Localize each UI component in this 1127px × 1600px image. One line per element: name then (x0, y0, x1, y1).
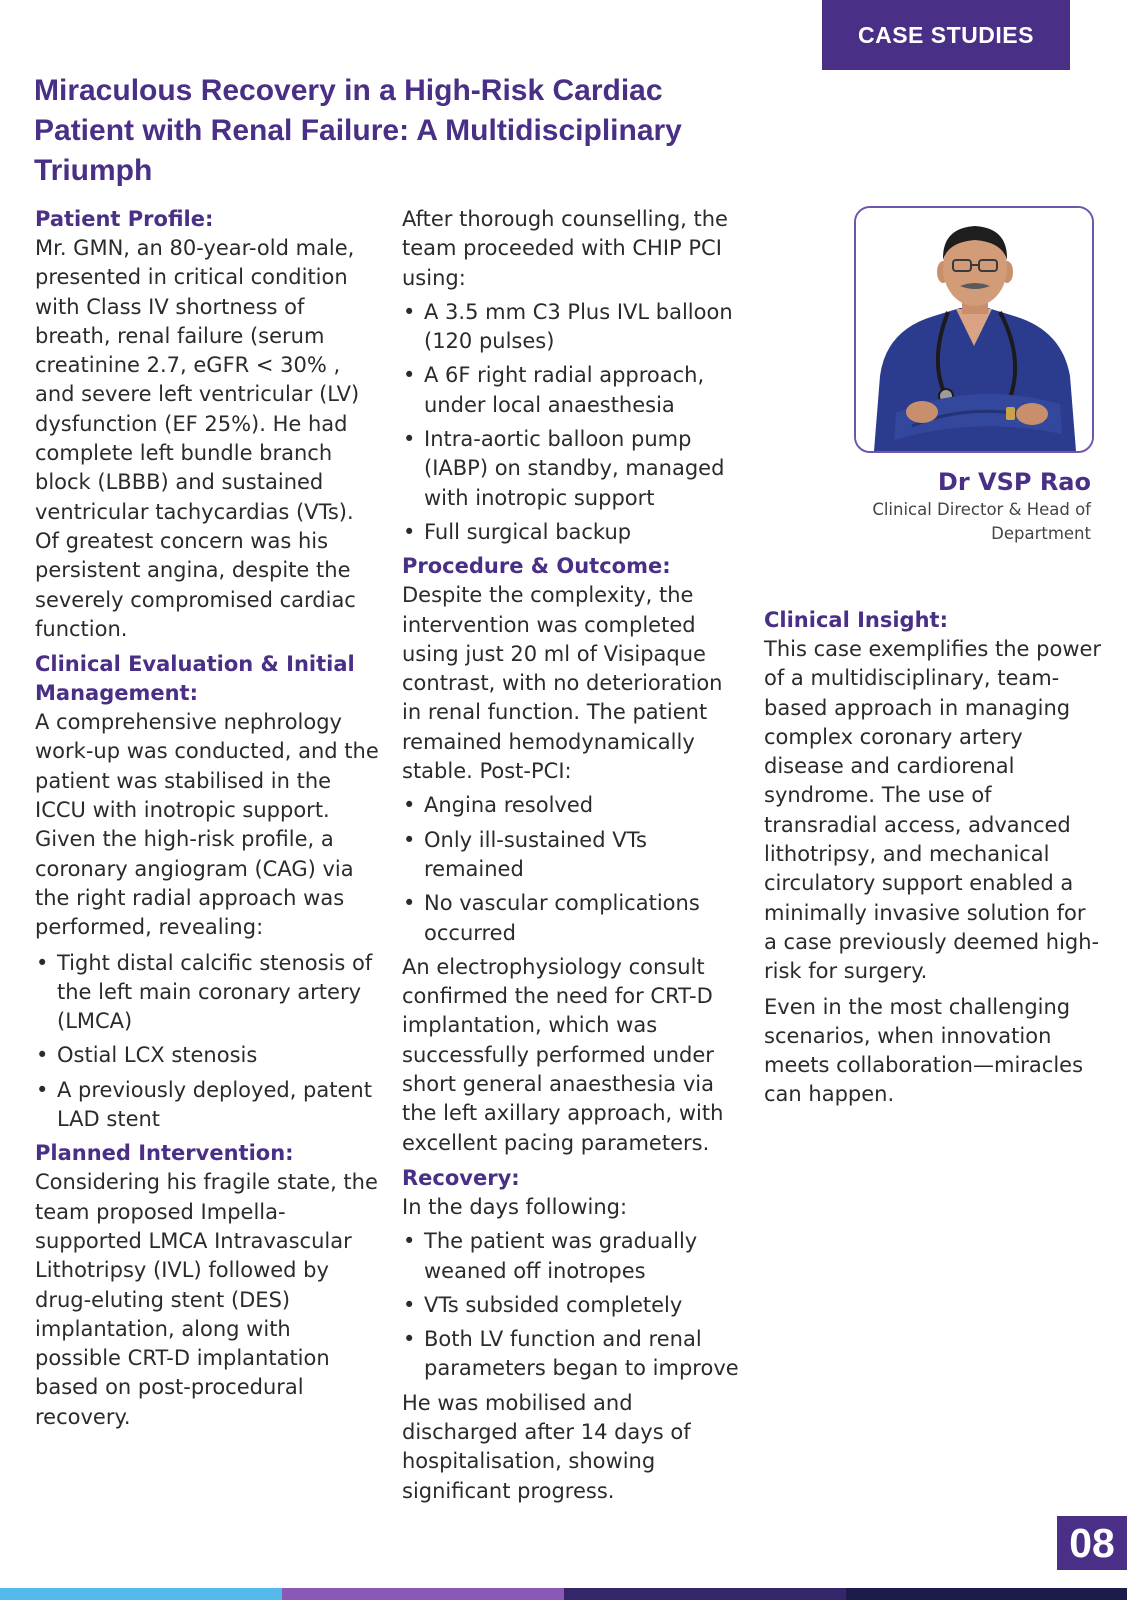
discharge-text: He was mobilised and discharged after 14 days of hospitalisation, showing significant progress. (402, 1390, 691, 1503)
footer-bar-violet (282, 1588, 564, 1600)
procedure-outcome-text: Despite the complexity, the intervention was completed using just 20 ml of Visipaque contrast, with no deterioration in renal function. The patient remained hemodynamically stable. Post-PCI: (402, 583, 723, 784)
angiogram-findings-list (35, 949, 380, 1135)
list-item: • Angina resolved (402, 791, 747, 820)
column-middle (402, 205, 747, 1506)
list-item: • A previously deployed, patent LAD stent (35, 1076, 380, 1135)
procedure-outcome-heading: Procedure & Outcome: (402, 554, 671, 579)
footer-bar-navy (846, 1588, 1127, 1600)
planned-intervention-heading: Planned Intervention: (35, 1141, 294, 1166)
clinical-evaluation-heading: Clinical Evaluation & Initial Management: (35, 652, 355, 706)
patient-profile-text: Mr. GMN, an 80-year-old male, presented in critical condition with Class IV shortness of breath, renal failure (serum creatinine 2.7, eGFR < 30% , and severe left ventricular (LV) dysfunction (EF 25%). He had complete left bundle branch block (LBBB) and sustained ventricular tachycardias (VTs). Of greatest concern was his persistent angina, despite the severely compromised cardiac function. (35, 236, 360, 641)
list-item: • Tight distal calcific stenosis of the left main coronary artery (LMCA) (35, 949, 380, 1037)
footer-bar-indigo (564, 1588, 846, 1600)
recovery-heading: Recovery: (402, 1165, 520, 1190)
list-item: • A 6F right radial approach, under local anaesthesia (402, 361, 747, 420)
column-right (764, 606, 1104, 1110)
page-number: 08 (1057, 1516, 1127, 1570)
doctor-role: Clinical Director & Head of Department (872, 500, 1091, 543)
closing-text: Even in the most challenging scenarios, when innovation meets collaboration—miracles can happen. (764, 994, 1084, 1107)
list-item: • Both LV function and renal parameters began to improve (402, 1325, 747, 1384)
electrophysiology-text: An electrophysiology consult confirmed the need for CRT-D implantation, which was successfully performed under short general anaesthesia via the left axillary approach, with excellent pacing parameters. (402, 954, 724, 1155)
pci-setup-list (402, 298, 747, 547)
doctor-name: Dr VSP Rao (937, 468, 1091, 496)
counselling-text: After thorough counselling, the team proceeded with CHIP PCI using: (402, 207, 728, 290)
clinical-insight-text: This case exemplifies the power of a multidisciplinary, team-based approach in managing complex coronary artery disease and cardiorenal syndrome. The use of transradial access, advanced lithotripsy, and mechanical circulatory support enabled a minimally invasive solution for a case previously deemed high-risk for surgery. (764, 637, 1102, 984)
clinical-insight-heading: Clinical Insight: (764, 608, 948, 632)
post-pci-list (402, 791, 747, 947)
recovery-list (402, 1227, 747, 1383)
list-item: • The patient was gradually weaned off inotropes (402, 1227, 747, 1286)
list-item: • No vascular complications occurred (402, 889, 747, 948)
planned-intervention-text: Considering his fragile state, the team proposed Impella-supported LMCA Intravascular Lithotripsy (IVL) followed by drug-eluting stent (DES) implantation, along with possible CRT-D implantation based on post-procedural recovery. (35, 1170, 378, 1429)
list-item: • A 3.5 mm C3 Plus IVL balloon (120 pulses) (402, 298, 747, 357)
list-item: • Only ill-sustained VTs remained (402, 826, 747, 885)
footer-bar-light-blue (0, 1588, 282, 1600)
doctor-photo (854, 206, 1094, 453)
list-item: • Ostial LCX stenosis (35, 1041, 380, 1070)
section-tag: CASE STUDIES (822, 0, 1070, 70)
patient-profile-heading: Patient Profile: (35, 207, 214, 231)
column-left (35, 205, 380, 1432)
clinical-evaluation-text: A comprehensive nephrology work-up was conducted, and the patient was stabilised in the ICCU with inotropic support. Given the high-risk profile, a coronary angiogram (CAG) via the right radial approach was performed, revealing: (35, 710, 379, 940)
recovery-intro-text: In the days following: (402, 1194, 628, 1219)
list-item: • Intra-aortic balloon pump (IABP) on standby, managed with inotropic support (402, 425, 747, 513)
article-title: Miraculous Recovery in a High-Risk Cardiac Patient with Renal Failure: A Multidisciplinary Triumph (34, 74, 682, 187)
list-item: • Full surgical backup (402, 518, 747, 547)
doctor-portrait-illustration (856, 208, 1092, 451)
list-item: • VTs subsided completely (402, 1291, 747, 1320)
